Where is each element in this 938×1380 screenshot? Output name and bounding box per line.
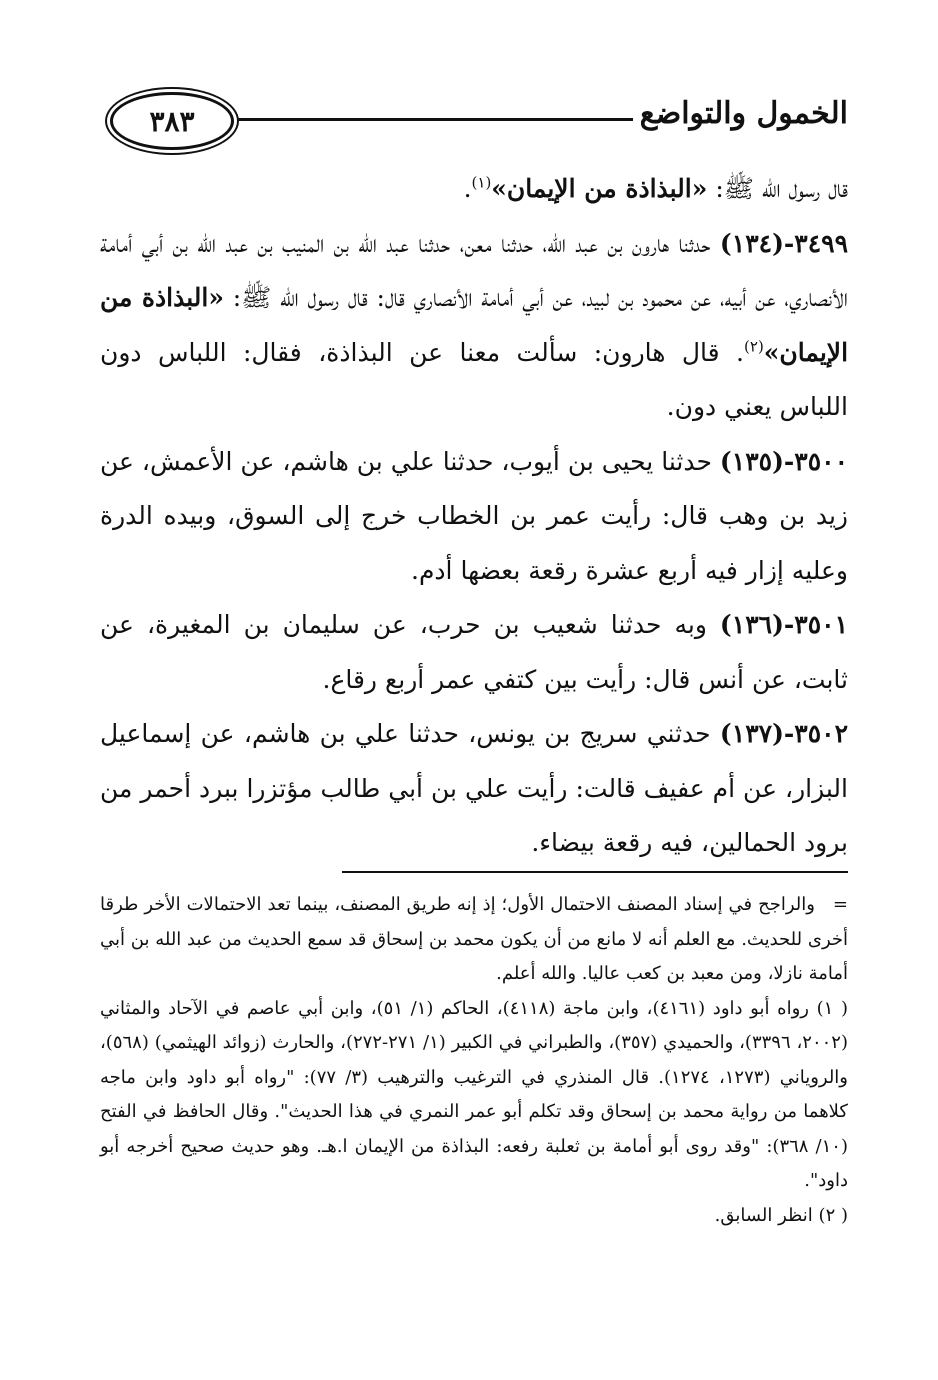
footnote-ref-2: (٢) [744, 337, 764, 356]
footnote-1 [100, 992, 848, 1199]
footnote-separator [342, 871, 848, 873]
main-text [100, 162, 848, 871]
header-rule [238, 118, 633, 121]
hadith-text: حدثنا هارون بن عبد الله، حدثنا معن، حدثنا عبد الله بن المنيب بن عبد الله بن أبي أمامة الأنصاري، عن أبيه، عن محمود بن لبيد، عن أبي أمامة الأنصاري قال: قال رسول الله ﷺ: [100, 228, 848, 312]
footnote-marker: ( ١) [816, 997, 848, 1019]
page-header [100, 92, 848, 150]
footnotes [100, 888, 848, 1233]
intro-line [100, 162, 848, 217]
footnote-2 [100, 1199, 848, 1234]
footnote-text: والراجح في إسناد المصنف الاحتمال الأول؛ إذ إنه طريق المصنف، بينما تعد الاحتمالات الأخر طرقا أخرى للحديث. مع العلم أنه لا مانع من أن يكون محمد بن إسحاق قد سمع الحديث من عبد الله بن أبي أمامة نازلا، ومن معبد بن كعب عاليا. والله أعلم. [100, 894, 848, 984]
hadith-3499 [100, 217, 848, 435]
footnote-ref-1: (١) [471, 173, 492, 192]
footnote-text: انظر السابق. [714, 1204, 813, 1226]
footnote-text: رواه أبو داود (٤١٦١)، وابن ماجة (٤١١٨)، الحاكم (١/ ٥١)، وابن أبي عاصم في الآحاد والمثاني (٢٠٠٢، ٣٣٩٦)، والحميدي (٣٥٧)، والطبراني في الكبير (١/ ٢٧١-٢٧٢)، والحارث (زوائد الهيثمي) (٥٦٨)، والروياني (١٢٧٣، ١٢٧٤). قال المنذري في الترغيب والترهيب (٣/ ٧٧): "رواه أبو داود وابن ماجه كلاهما من رواية محمد بن إسحاق وقد تكلم أبو عمر النمري في هذا الحديث". وقال الحافظ في الفتح (١٠/ ٣٦٨): "وقد روى أبو أمامة بن ثعلبة رفعه: البذاذة من الإيمان ا.هـ. وهو حديث صحيح أخرجه أبو داود". [100, 997, 849, 1191]
page-number-badge: ٣٨٣ [110, 92, 234, 150]
hadith-number: ٣٥٠١-(١٣٦) [719, 610, 848, 639]
hadith-quote: «البذاذة من الإيمان» [100, 283, 849, 367]
hadith-number: ٣٥٠٠-(١٣٥) [719, 446, 848, 476]
intro-prefix: قال رسول الله ﷺ: [707, 174, 848, 203]
footnote-marker: ( ٢) [818, 1204, 848, 1226]
intro-suffix: . [463, 174, 472, 203]
hadith-number: ٣٤٩٩-(١٣٤) [719, 228, 848, 258]
hadith-3500 [100, 435, 848, 599]
chapter-title: الخمول والتواضع [639, 96, 848, 131]
footnote-continuation [100, 888, 848, 992]
hadith-text: حدثنا يحيى بن أيوب، حدثنا علي بن هاشم، عن الأعمش، عن زيد بن وهب قال: رأيت عمر بن الخطاب خرج إلى السوق، وبيده الدرة وعليه إزار فيه أربع عشرة رقعة بعضها أدم. [100, 446, 848, 585]
hadith-3501 [100, 598, 848, 707]
hadith-number: ٣٥٠٢-(١٣٧) [719, 719, 848, 748]
hadith-3502 [100, 707, 848, 871]
continuation-mark: = [832, 894, 848, 915]
hadith-quote: «البذاذة من الإيمان» [491, 174, 708, 203]
hadith-text: حدثني سريج بن يونس، حدثنا علي بن هاشم، عن إسماعيل البزار، عن أم عفيف قالت: رأيت علي بن أبي طالب مؤتزرا ببرد أحمر من برود الحمالين، فيه رقعة بيضاء. [100, 719, 848, 857]
hadith-text: . قال هارون: سألت معنا عن البذاذة، فقال: اللباس دون اللباس يعني دون. [100, 337, 848, 421]
hadith-text: وبه حدثنا شعيب بن حرب، عن سليمان بن المغيرة، عن ثابت، عن أنس قال: رأيت بين كتفي عمر أربع رقاع. [100, 610, 848, 694]
